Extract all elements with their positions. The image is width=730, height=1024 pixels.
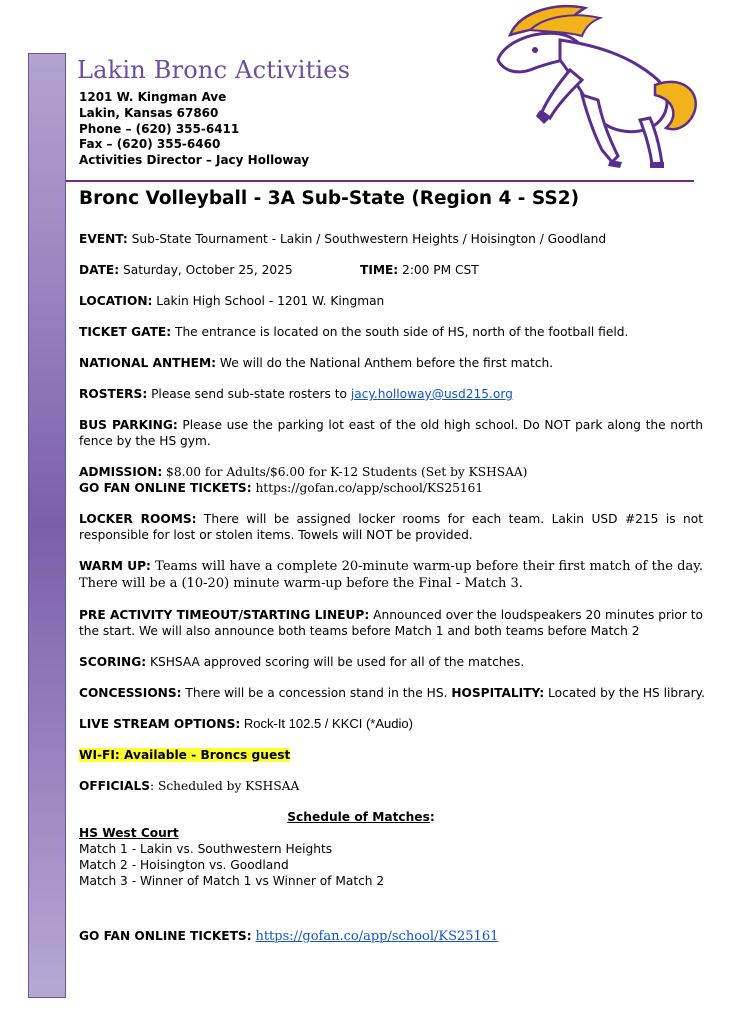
rosters-email-link[interactable]: jacy.holloway@usd215.org [350, 387, 513, 401]
event-row [79, 231, 703, 247]
date-label: DATE: [79, 263, 120, 277]
admission-block [79, 464, 703, 496]
anthem-value: We will do the National Anthem before the first match. [216, 356, 554, 370]
officials-value: : Scheduled by KSHSAA [150, 779, 300, 793]
admission-row [79, 464, 703, 480]
bus-parking-value: Please use the parking lot east of the old high school. Do NOT park along the north fence by the HS gym. [79, 418, 703, 448]
anthem-label: NATIONAL ANTHEM: [79, 356, 217, 370]
ticket-gate-label: TICKET GATE: [79, 325, 172, 339]
locker-value: There will be assigned locker rooms for each team. Lakin USD #215 is not responsible for lost or stolen items. Towels will NOT be provided. [79, 512, 703, 542]
time-value: 2:00 PM CST [398, 263, 479, 277]
livestream-label: LIVE STREAM OPTIONS: [79, 717, 241, 731]
match-3: Match 3 - Winner of Match 1 vs Winner of Match 2 [79, 874, 385, 888]
document-title: Bronc Volleyball - 3A Sub-State (Region 4 - SS2) [79, 188, 580, 209]
bronco-horse-logo-icon [490, 0, 705, 168]
pre-activity-label: PRE ACTIVITY TIMEOUT/STARTING LINEUP: [79, 608, 370, 622]
warmup-label: WARM UP: [79, 559, 151, 573]
director-line: Activities Director – Jacy Holloway [79, 153, 310, 168]
date-cell [79, 262, 360, 278]
locker-row [79, 511, 703, 543]
bus-parking-label: BUS PARKING: [79, 418, 178, 432]
officials-row [79, 778, 703, 794]
warmup-value: Teams will have a complete 20-minute warm-up before their first match of the day. There will be a (10-20) minute warm-up before the Final - Match 3. [79, 559, 703, 591]
footer-gofan-link[interactable]: https://gofan.co/app/school/KS25161 [255, 929, 499, 944]
document-body [79, 187, 703, 945]
ticket-gate-row [79, 324, 703, 340]
officials-label: OFFICIALS [79, 779, 151, 793]
admission-label: ADMISSION: [79, 465, 163, 479]
event-label: EVENT: [79, 232, 128, 246]
concessions-row [79, 685, 703, 701]
event-value: Sub-State Tournament - Lakin / Southwestern Heights / Hoisington / Goodland [127, 232, 607, 246]
scoring-value: KSHSAA approved scoring will be used for all of the matches. [146, 655, 525, 669]
ticket-gate-value: The entrance is located on the south side of HS, north of the football field. [171, 325, 629, 339]
schedule-title-colon: : [429, 810, 435, 824]
pre-activity-row [79, 607, 703, 639]
contact-block [79, 90, 309, 169]
admission-value: $8.00 for Adults/$6.00 for K-12 Students (Set by KSHSAA) [162, 465, 528, 479]
footer-gofan-row [79, 928, 703, 945]
rosters-row [79, 386, 703, 402]
header-divider [66, 180, 694, 182]
bus-parking-row [79, 417, 703, 449]
location-label: LOCATION: [79, 294, 153, 308]
org-name: Lakin Bronc Activities [77, 56, 351, 84]
address-line-1: 1201 W. Kingman Ave [79, 90, 227, 104]
concessions-label: CONCESSIONS: [79, 686, 182, 700]
gofan-value: https://gofan.co/app/school/KS25161 [251, 481, 484, 495]
livestream-value: Rock-It 102.5 / KKCI (*Audio) [240, 716, 413, 731]
warmup-row [79, 558, 703, 592]
location-value: Lakin High School - 1201 W. Kingman [152, 294, 385, 308]
match-2: Match 2 - Hoisington vs. Goodland [79, 858, 289, 872]
court-heading: HS West Court [79, 826, 179, 840]
wifi-row [79, 747, 703, 763]
locker-label: LOCKER ROOMS: [79, 512, 197, 526]
address-line-2: Lakin, Kansas 67860 [79, 105, 219, 120]
scoring-row [79, 654, 703, 670]
schedule-title-text: Schedule of Matches [287, 810, 430, 824]
phone-line: Phone – (620) 355-6411 [79, 121, 240, 136]
date-value: Saturday, October 25, 2025 [119, 263, 293, 277]
anthem-row [79, 355, 703, 371]
decorative-sidebar [28, 53, 66, 998]
gofan-row [79, 480, 703, 496]
concessions-value: There will be a concession stand in the HS. [181, 686, 452, 700]
gofan-label: GO FAN ONLINE TICKETS: [79, 481, 252, 495]
rosters-value: Please send sub-state rosters to [147, 387, 351, 401]
wifi-highlight: WI-FI: Available - Broncs guest [79, 748, 291, 762]
date-time-row [79, 262, 703, 278]
hospitality-label: HOSPITALITY: [451, 686, 545, 700]
location-row [79, 293, 703, 309]
footer-gofan-label: GO FAN ONLINE TICKETS: [79, 929, 252, 943]
scoring-label: SCORING: [79, 655, 147, 669]
match-1: Match 1 - Lakin vs. Southwestern Heights [79, 842, 333, 856]
fax-line: Fax – (620) 355-6460 [79, 137, 221, 152]
schedule-title [79, 809, 643, 825]
pre-activity-value: Announced over the loudspeakers 20 minutes prior to the start. We will also announce both teams before Match 1 and both teams before Match 2 [79, 608, 703, 638]
rosters-label: ROSTERS: [79, 387, 148, 401]
hospitality-value: Located by the HS library. [544, 686, 705, 700]
time-label: TIME: [360, 263, 399, 277]
livestream-row [79, 716, 703, 732]
